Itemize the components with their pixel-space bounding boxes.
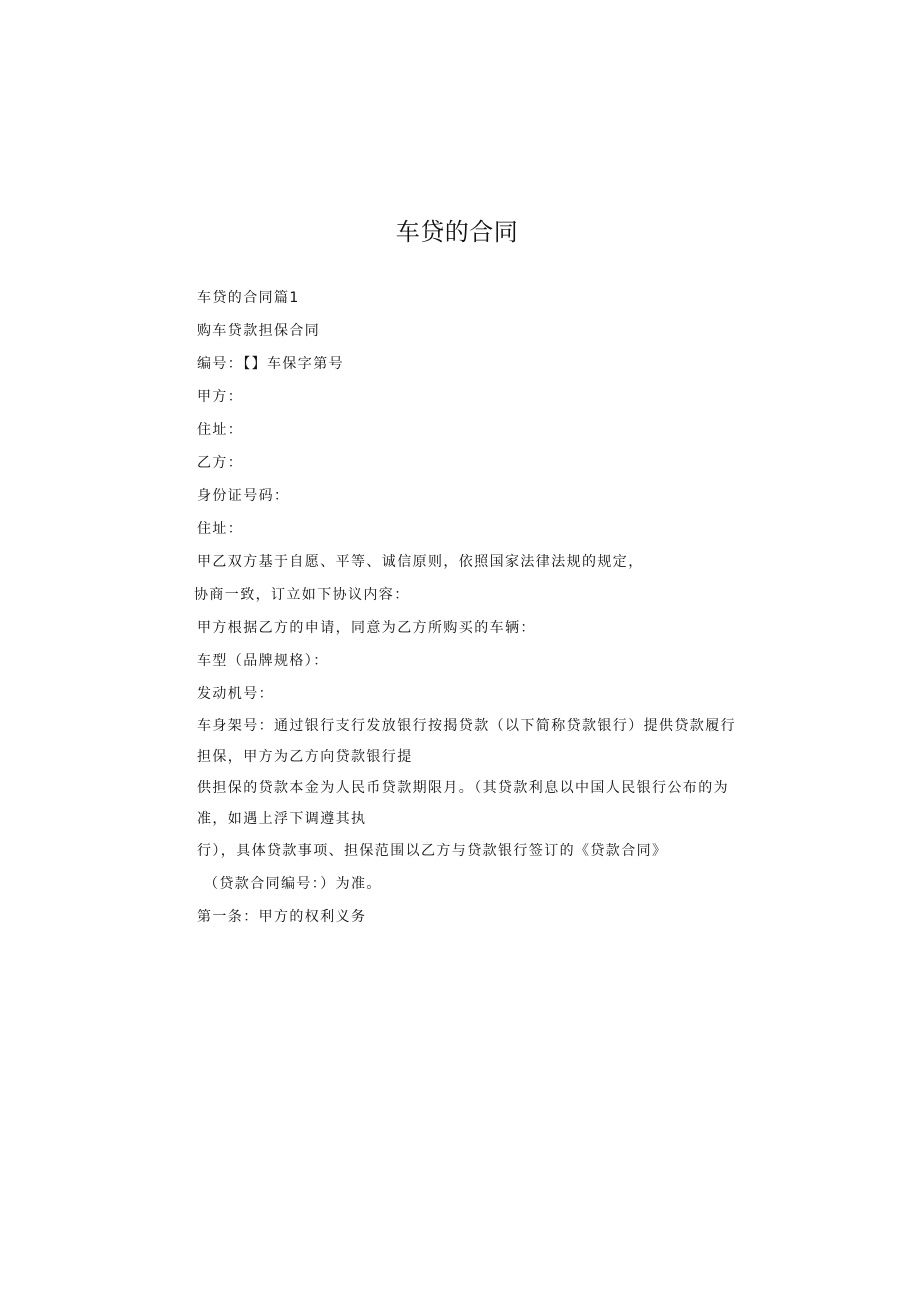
paragraph-6: 乙方： — [197, 455, 244, 471]
paragraph-14: 车身架号：通过银行支行发放银行按揭贷款（以下简称贷款银行）提供贷款履行担保，甲方为乙方向贷款银行提 — [197, 718, 736, 765]
paragraph-12: 车型（品牌规格）： — [197, 653, 329, 669]
paragraph-5: 住址： — [197, 422, 244, 438]
paragraph-15: 供担保的贷款本金为人民币贷款期限月。（其贷款利息以中国人民银行公布的为准，如遇上浮下调遵其执 — [197, 780, 729, 827]
document-body — [164, 282, 744, 934]
document-title: 车贷的合同 — [395, 218, 519, 246]
paragraph-2: 购车贷款担保合同 — [197, 323, 321, 339]
paragraph-10: 协商一致，订立如下协议内容： — [194, 587, 410, 603]
paragraph-17: （贷款合同编号：）为准。 — [204, 876, 382, 892]
paragraph-11: 甲方根据乙方的申请，同意为乙方所购买的车辆： — [197, 620, 536, 636]
paragraph-4: 甲方： — [197, 389, 244, 405]
paragraph-18: 第一条：甲方的权利义务 — [197, 909, 367, 925]
paragraph-3: 编号：【】车保字第号 — [197, 356, 344, 372]
paragraph-1: 车贷的合同篇1 — [197, 290, 300, 306]
paragraph-9: 甲乙双方基于自愿、平等、诚信原则，依照国家法律法规的规定， — [197, 554, 644, 570]
paragraph-16: 行），具体贷款事项、担保范围以乙方与贷款银行签订的《贷款合同》 — [197, 843, 668, 859]
paragraph-13: 发动机号： — [197, 686, 274, 702]
paragraph-7: 身份证号码： — [197, 488, 290, 504]
paragraph-8: 住址： — [197, 521, 244, 537]
